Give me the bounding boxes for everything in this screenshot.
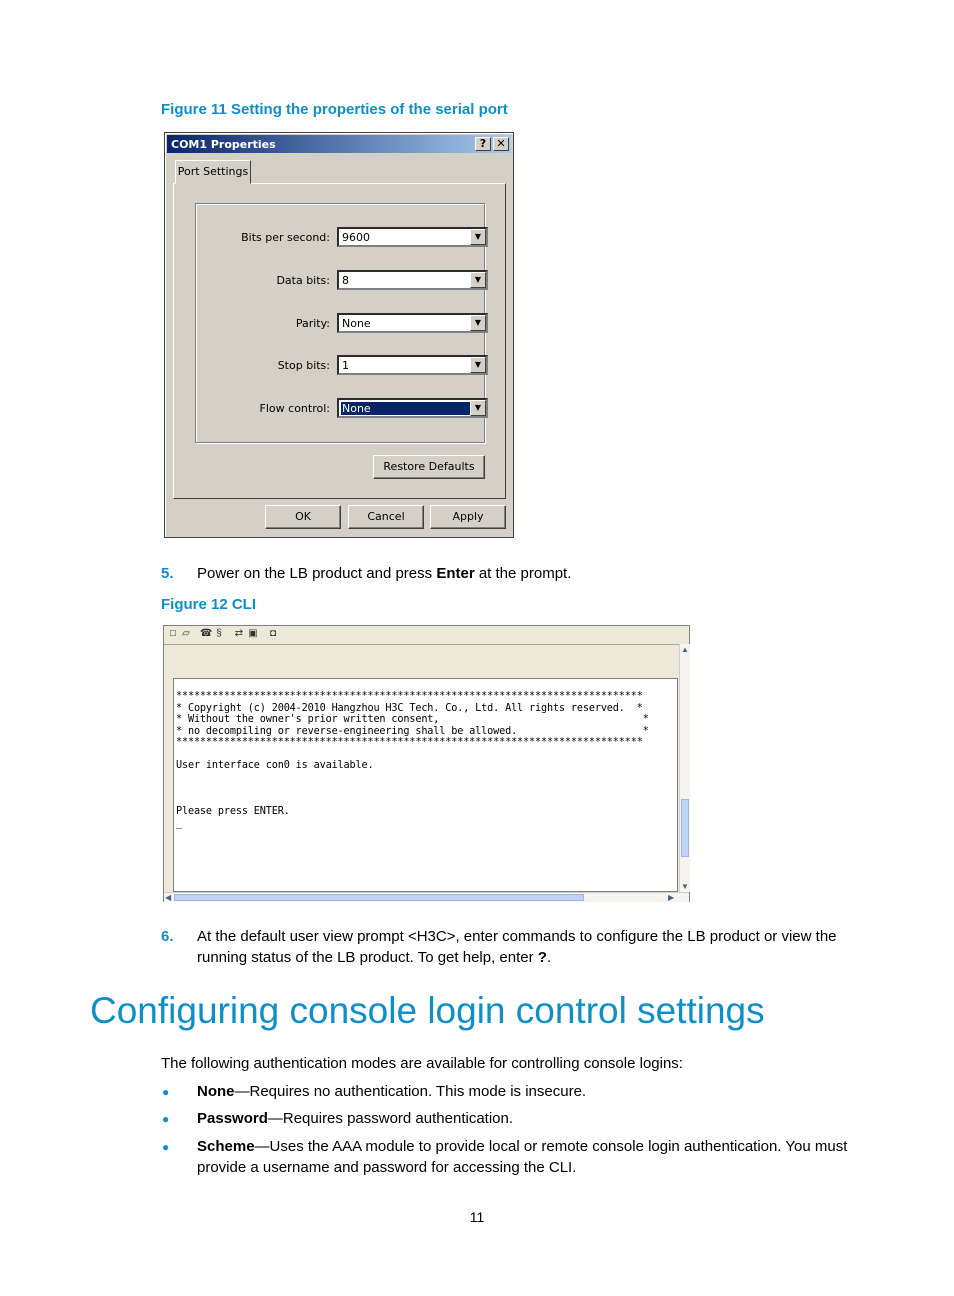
chevron-down-icon[interactable]: ▼: [470, 357, 486, 373]
figure-11-caption: Figure 11 Setting the properties of the serial port: [161, 101, 508, 118]
step-5-text: [197, 563, 571, 584]
section-heading: Configuring console login control settings: [90, 990, 765, 1031]
data-bits-select[interactable]: [337, 270, 488, 290]
chevron-down-icon[interactable]: ▼: [470, 229, 486, 245]
vertical-scroll-thumb[interactable]: [681, 799, 689, 857]
bullet-icon: ●: [162, 1085, 170, 1099]
bullet-scheme: [197, 1136, 847, 1157]
chevron-down-icon[interactable]: ▼: [470, 315, 486, 331]
step-6-line-2-before: running status of the LB product. To get help, enter: [197, 949, 538, 966]
bullet-password-text: —Requires password authentication.: [267, 1110, 514, 1127]
close-button[interactable]: ✕: [493, 137, 509, 151]
step-5-text-after: at the prompt.: [474, 565, 572, 582]
new-file-icon[interactable]: □: [169, 628, 177, 639]
page-number: 11: [469, 1209, 485, 1225]
phone-icon[interactable]: ☎: [200, 628, 213, 639]
step-6-line-2-after: .: [546, 949, 552, 966]
cancel-button[interactable]: Cancel: [348, 505, 424, 529]
send-icon[interactable]: ⇄: [234, 628, 244, 639]
chevron-down-icon[interactable]: ▼: [470, 400, 486, 416]
scroll-left-icon[interactable]: ◀: [165, 893, 172, 902]
ok-button[interactable]: OK: [265, 505, 341, 529]
chevron-down-icon[interactable]: ▼: [470, 272, 486, 288]
horizontal-scrollbar[interactable]: [164, 892, 689, 902]
bits-per-second-value: 9600: [342, 231, 370, 244]
tab-port-settings[interactable]: Port Settings: [175, 160, 251, 184]
bullet-icon: ●: [162, 1140, 170, 1154]
flow-control-select[interactable]: [337, 398, 488, 418]
bullet-scheme-line-2: provide a username and password for accessing the CLI.: [197, 1159, 577, 1176]
figure-12-caption: Figure 12 CLI: [161, 596, 257, 613]
stop-bits-select[interactable]: [337, 355, 488, 375]
step-6-line-1: At the default user view prompt <H3C>, enter commands to configure the LB product or view the: [197, 928, 837, 945]
bits-per-second-select[interactable]: [337, 227, 488, 247]
horizontal-scroll-thumb[interactable]: [174, 894, 584, 901]
step-6-line-2: [197, 947, 551, 968]
step-5-text-before: Power on the LB product and press: [197, 565, 437, 582]
data-bits-label: Data bits:: [276, 274, 330, 287]
bits-per-second-label: Bits per second:: [241, 231, 330, 244]
scroll-up-icon[interactable]: ▲: [681, 645, 689, 654]
com1-properties-dialog: [164, 132, 514, 538]
flow-control-label: Flow control:: [259, 402, 330, 415]
bullet-none-bold: None: [197, 1083, 235, 1100]
cli-terminal-window: [163, 625, 690, 902]
terminal-output: ****************************************************************************** * Copyright (c) 2004-2010 Hangzhou H3C Tech. Co., Ltd. All rights reserved. * * Without the owner's prior written consent, * * no decompiling or reverse-engineering shall be allowed. * ****************************************************************************** User interface con0 is available. Please press ENTER. _: [176, 691, 649, 829]
bullet-scheme-bold: Scheme: [197, 1138, 255, 1155]
bullet-none-text: —Requires no authentication. This mode is insecure.: [234, 1083, 587, 1100]
step-5-bold: Enter: [436, 565, 475, 582]
step-6-bold: ?: [537, 949, 547, 966]
vertical-scrollbar[interactable]: [679, 644, 690, 892]
open-folder-icon[interactable]: ▱: [182, 628, 190, 639]
flow-control-value: None: [341, 402, 471, 415]
bullet-icon: ●: [162, 1112, 170, 1126]
step-5-number: 5.: [161, 565, 174, 582]
stop-bits-label: Stop bits:: [277, 359, 330, 372]
receive-icon[interactable]: ▣: [248, 628, 258, 639]
dialog-title: COM1 Properties: [171, 138, 276, 151]
bullet-password: [197, 1108, 513, 1129]
scroll-down-icon[interactable]: ▼: [681, 882, 689, 891]
properties-icon[interactable]: ◘: [269, 628, 277, 639]
disconnect-icon[interactable]: §: [216, 628, 222, 639]
bullet-scheme-text: —Uses the AAA module to provide local or remote console login authentication. You must: [254, 1138, 848, 1155]
section-intro: The following authentication modes are available for controlling console logins:: [161, 1055, 683, 1072]
terminal-toolbar: [164, 626, 689, 645]
dialog-title-bar: [167, 135, 511, 153]
scroll-right-icon[interactable]: ▶: [668, 893, 675, 902]
restore-defaults-button[interactable]: Restore Defaults: [373, 455, 485, 479]
terminal-screen[interactable]: [173, 678, 678, 892]
port-settings-group: [195, 203, 485, 443]
parity-label: Parity:: [295, 317, 330, 330]
parity-value: None: [342, 317, 371, 330]
parity-select[interactable]: [337, 313, 488, 333]
step-6-number: 6.: [161, 928, 174, 945]
apply-button[interactable]: Apply: [430, 505, 506, 529]
bullet-password-bold: Password: [197, 1110, 268, 1127]
bullet-none: [197, 1081, 586, 1102]
help-button[interactable]: ?: [475, 137, 491, 151]
stop-bits-value: 1: [342, 359, 349, 372]
data-bits-value: 8: [342, 274, 349, 287]
